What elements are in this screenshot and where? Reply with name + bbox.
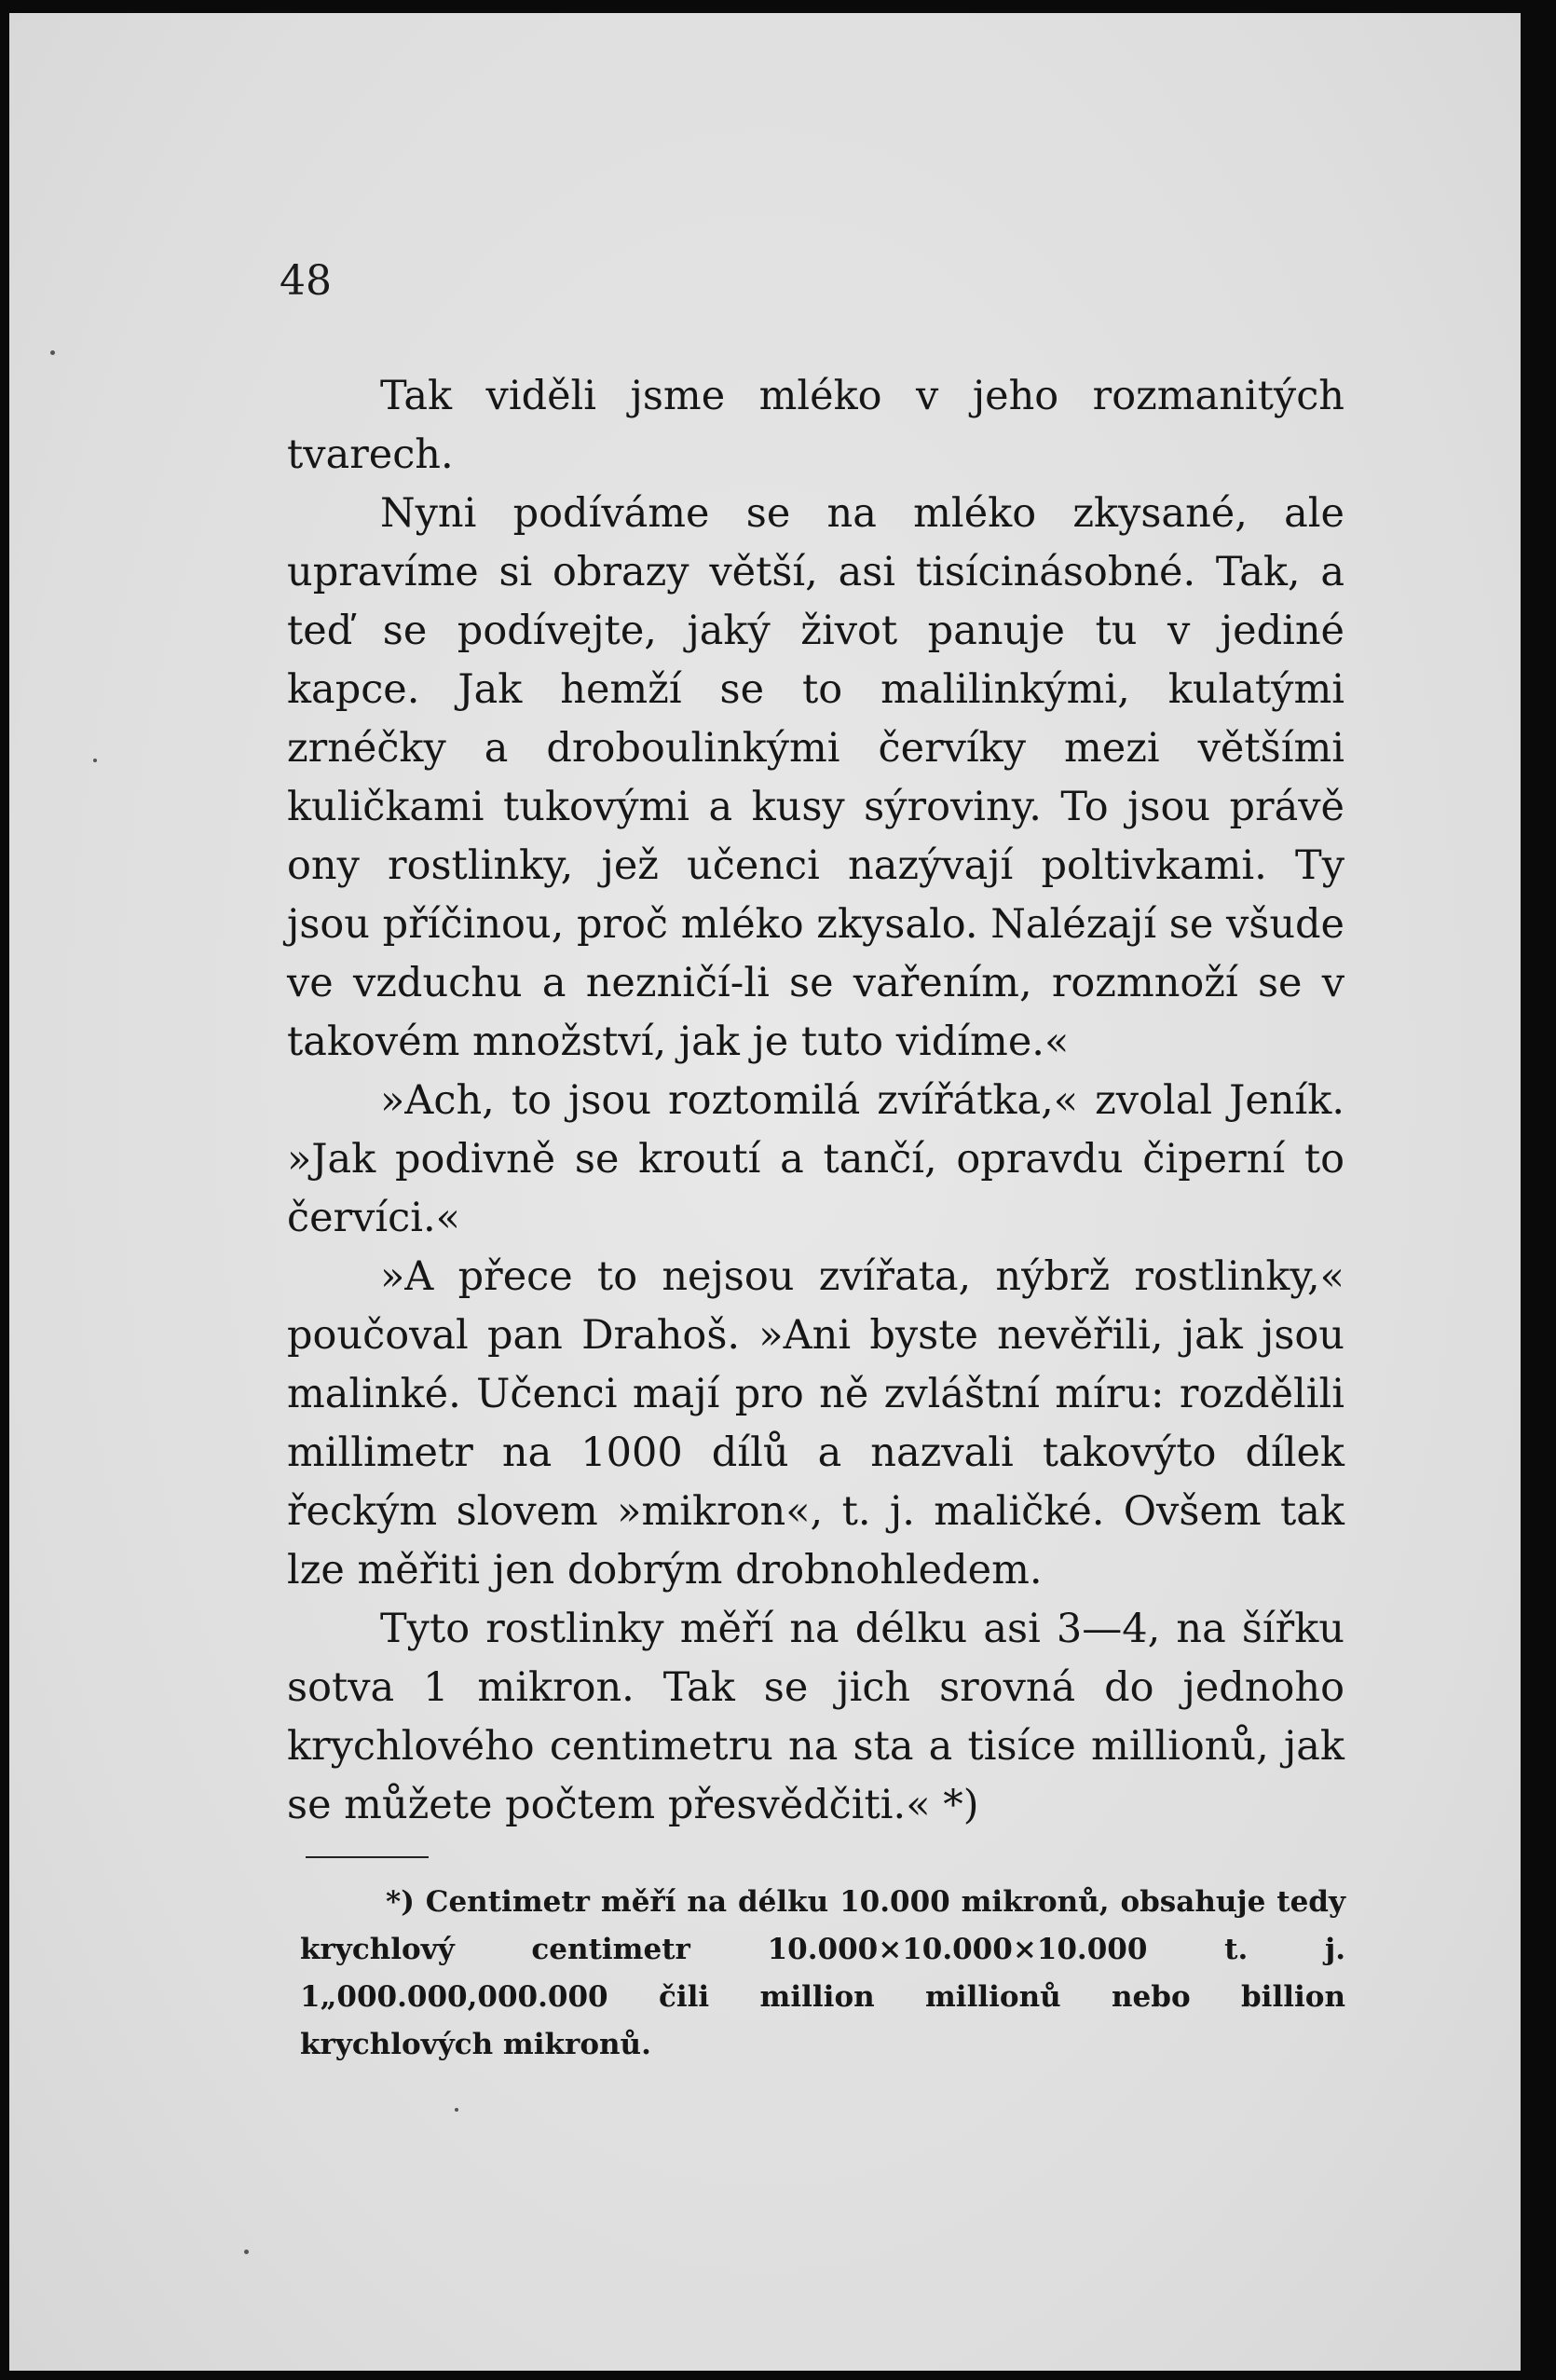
paragraph-2: Nyni podíváme se na mléko zkysané, ale upravíme si obrazy větší, asi tisícinásobné. Tak, a teď se podívejte, jaký život panuje tu v jediné kapce. Jak hemží se to malilinkými, kulatými zrnéčky a droboulinkými červíky mezi většími kuličkami tukovými a kusy sýroviny. To jsou právě ony rostlinky, jež učenci nazývají poltivkami. Ty jsou příčinou, proč mléko zkysalo. Nalézají se všude ve vzduchu a nezničí-li se vařením, rozmnoží se v takovém množství, jak je tuto vidíme.« [287,490,1344,1065]
footnote: *) Centimetr měří na délku 10.000 mikronů, obsahuje tedy krychlový centimetr 10.000×10.000×10.000 t. j. 1„000.000,000.000 čili million millionů nebo billion krychlových mikronů. [300,1885,1345,2061]
scan-speck [244,2250,249,2254]
book-page [9,13,1521,2371]
body-text [287,367,1344,1835]
scan-speck [93,759,97,762]
scan-speck [455,2108,458,2112]
paragraph-5: Tyto rostlinky měří na délku asi 3—4, na šířku sotva 1 mikron. Tak se jich srovná do jednoho krychlového centimetru na sta a tisíce millionů, jak se můžete počtem přesvědčiti.« *) [287,1606,1344,1828]
page-number: 48 [280,257,332,305]
paragraph-3: »Ach, to jsou roztomilá zvířátka,« zvolal Jeník. »Jak podivně se kroutí a tančí, opravdu čiperní to červíci.« [287,1077,1344,1241]
footnote-divider [306,1856,429,1858]
paragraph-1: Tak viděli jsme mléko v jeho rozmanitých tvarech. [287,373,1344,478]
scan-speck [50,350,55,355]
page-edge-shadow [1521,13,1528,2371]
paragraph-4: »A přece to nejsou zvířata, nýbrž rostlinky,« poučoval pan Drahoš. »Ani byste nevěřili, jak jsou malinké. Učenci mají pro ně zvláštní míru: rozdělili millimetr na 1000 dílů a nazvali takovýto dílek řeckým slovem »mikron«, t. j. maličké. Ovšem tak lze měřiti jen dobrým drobnohledem. [287,1253,1344,1594]
